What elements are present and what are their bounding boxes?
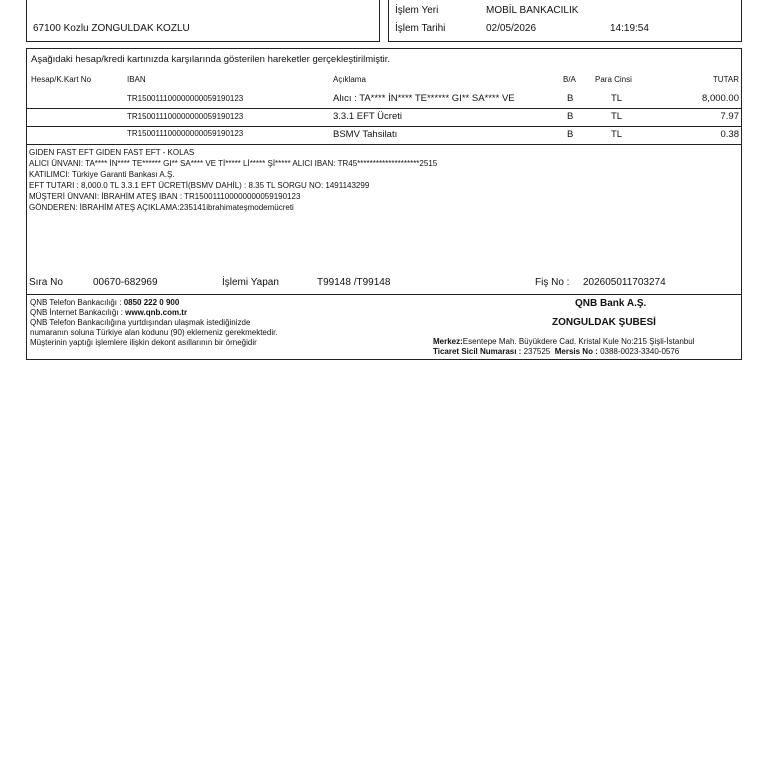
bank-registry: Ticaret Sicil Numarası : 237525 Mersis No : 0388-0023-3340-0576	[433, 347, 680, 356]
table-bottom-divider	[27, 144, 741, 145]
internet-banking-line: QNB İnternet Bankacılığı : www.qnb.com.tr	[30, 308, 188, 317]
row3-aciklama: BSMV Tahsilatı	[333, 129, 398, 140]
sira-no-label: Sıra No	[29, 277, 63, 288]
fis-no-value: 202605011703274	[583, 277, 666, 288]
row3-tutar: 0.38	[720, 129, 739, 140]
col-hesap: Hesap/K.Kart No	[31, 75, 92, 84]
detail-line: KATILIMCI: Türkiye Garanti Bankası A.Ş.	[29, 170, 175, 179]
islem-tarihi-value: 02/05/2026	[486, 23, 537, 34]
bank-hq-address: Merkez:Esentepe Mah. Büyükdere Cad. Kristal Kule No:215 Şişli-İstanbul	[433, 337, 695, 346]
row-divider	[27, 108, 741, 109]
branch-address: 67100 Kozlu ZONGULDAK KOZLU	[33, 23, 190, 34]
row1-iban: TR150011100000000059190123	[127, 94, 244, 103]
receipt-disclaimer: Müşterinin yaptığı işlemlere ilişkin dekont asıllarının bir örneğidir	[30, 338, 257, 347]
row1-ba: B	[567, 93, 574, 104]
col-para: Para Cinsi	[595, 75, 632, 84]
row2-iban: TR150011100000000059190123	[127, 112, 244, 121]
row3-ba: B	[567, 129, 574, 140]
row3-iban: TR150011100000000059190123	[127, 129, 244, 138]
col-tutar: TUTAR	[712, 75, 739, 84]
row1-tutar: 8,000.00	[702, 93, 739, 104]
header-left-box	[26, 0, 380, 42]
receipt-body	[26, 48, 742, 360]
contact-note: QNB Telefon Bankacılığına yurtdışından ulaşmak istediğinizde	[30, 318, 251, 327]
detail-line: GIDEN FAST EFT GIDEN FAST EFT - KOLAS	[29, 148, 195, 157]
detail-line: EFT TUTARI : 8,000.0 TL 3.3.1 EFT ÜCRETİ(BSMV DAHİL) : 8.35 TL SORGU NO: 1491143299	[29, 181, 370, 190]
detail-line: MÜŞTERİ ÜNVANI: İBRAHİM ATEŞ IBAN : TR150011100000000059190123	[29, 192, 301, 201]
col-ba: B/A	[563, 75, 576, 84]
row2-tutar: 7.97	[720, 111, 739, 122]
islem-yeri-value: MOBİL BANKACILIK	[486, 5, 579, 16]
row2-aciklama: 3.3.1 EFT Ücreti	[333, 111, 402, 122]
header-right-box	[388, 0, 742, 42]
row-divider	[27, 126, 741, 127]
contact-note: numaranın soluna Türkiye alan kodunu (90) eklemeniz gerekmektedir.	[30, 328, 278, 337]
footer-divider	[27, 294, 741, 295]
phone-number: 0850 222 0 900	[123, 298, 180, 307]
row2-para: TL	[611, 111, 623, 122]
branch-name: ZONGULDAK ŞUBESİ	[552, 317, 656, 328]
row3-para: TL	[611, 129, 623, 140]
col-aciklama: Açıklama	[333, 75, 366, 84]
col-iban: IBAN	[127, 75, 146, 84]
row1-para: TL	[611, 93, 623, 104]
detail-line: GÖNDEREN: İBRAHİM ATEŞ AÇIKLAMA:235141ibrahimateşmodemücreti	[29, 203, 294, 212]
islemi-yapan-value: T99148 /T99148	[317, 277, 391, 288]
phone-banking-line: QNB Telefon Bankacılığı : 0850 222 0 900	[30, 298, 180, 307]
intro-text: Aşağıdaki hesap/kredi kartınızda karşılarında gösterilen hareketler gerçekleştirilmiştir.	[31, 54, 391, 65]
islem-tarihi-label: İşlem Tarihi	[395, 23, 446, 34]
islemi-yapan-label: İşlemi Yapan	[222, 277, 279, 288]
fis-no-label: Fiş No :	[535, 277, 570, 288]
islem-saati: 14:19:54	[610, 23, 649, 34]
row1-aciklama: Alıcı : TA**** İN**** TE****** GI** SA**** VE	[333, 93, 515, 104]
detail-line: ALICI ÜNVANI: TA**** İN**** TE****** GI** SA**** VE Tİ***** Lİ***** Şİ***** ALICI IBAN: TR45********************2515	[29, 159, 438, 168]
row2-ba: B	[567, 111, 574, 122]
bank-name: QNB Bank A.Ş.	[575, 298, 647, 309]
sira-no-value: 00670-682969	[93, 277, 158, 288]
website-link[interactable]: www.qnb.com.tr	[125, 308, 188, 317]
islem-yeri-label: İşlem Yeri	[395, 5, 439, 16]
